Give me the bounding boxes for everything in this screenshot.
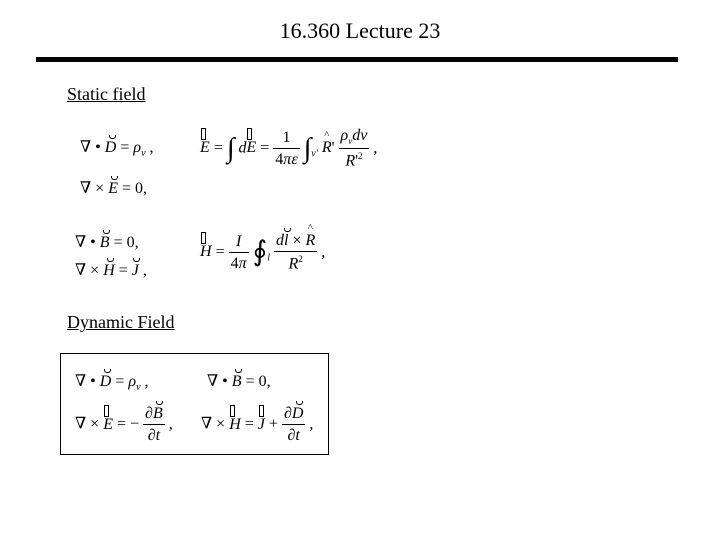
title-divider: [36, 57, 678, 62]
dyn-curl-e-equation: ∇ × E = − $\frac{\partial B}{\partial t}$ ,: [75, 405, 173, 444]
static-div-b-equation: ∇ • B = 0,: [75, 234, 139, 251]
static-curl-h-equation: ∇ × H = J ,: [75, 262, 147, 279]
static-e-integral-equation: E = ∫ dE = $\frac{1}{4\pi\varepsilon}$ $\int_{v'}$ ^ R' $\frac{\rho_vdv}{R'^2}$ ,: [200, 128, 377, 170]
dyn-div-b-equation: ∇ • B = 0,: [207, 373, 271, 390]
static-curl-e-equation: ∇ × E = 0,: [80, 180, 148, 197]
slide-title: 16.360 Lecture 23: [279, 18, 441, 43]
static-h-integral-equation: H = $\frac{I}{4\pi}$ $∮_l$ $\frac{dl \times \^{} R}{R^2}$ ,: [200, 233, 325, 272]
dyn-div-d-equation: ∇ • $D = \rho_v$ ,: [75, 373, 149, 394]
maxwell-equations-box: [60, 353, 329, 455]
dyn-curl-h-equation: ∇ × H = J + $\frac{\partial D}{\partial t}$ ,: [201, 405, 314, 444]
dynamic-field-heading: Dynamic Field: [67, 312, 175, 332]
static-div-d-equation: ∇ • $D = \rho_v$ ,: [80, 139, 154, 160]
static-field-heading: Static field: [67, 84, 146, 104]
